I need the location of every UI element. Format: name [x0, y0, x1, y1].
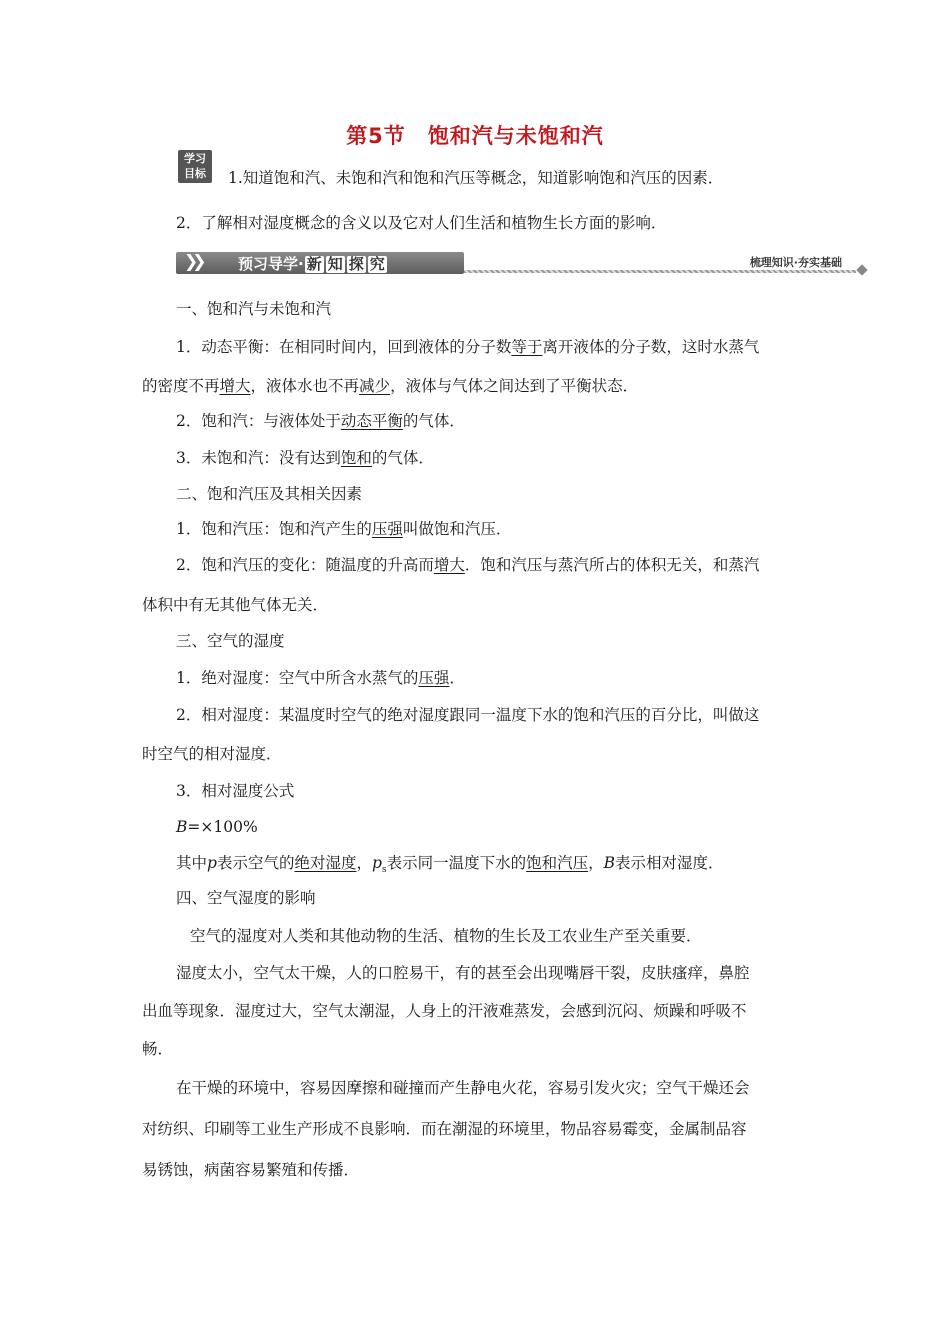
paragraph [176, 410, 846, 432]
double-chevron-icon: ❯❯ [184, 252, 201, 272]
banner-title [238, 253, 388, 274]
text: ，液体与气体之间达到了平衡状态． [390, 377, 639, 395]
text: 2．饱和汽压的变化：随温度的升高而 [176, 556, 434, 574]
paragraph: 出血等现象．湿度过大，空气太潮湿，人身上的汗液难蒸发，会感到沉闷、烦躁和呼吸不 [142, 1002, 747, 1020]
paragraph: 空气的湿度对人类和其他动物的生活、植物的生长及工农业生产至关重要． [190, 927, 702, 945]
heading-3: 三、空气的湿度 [176, 632, 285, 650]
variable: p [207, 854, 217, 872]
banner-title-main: 预习导学 [238, 255, 299, 273]
paragraph: 时空气的相对湿度． [142, 745, 282, 763]
paragraph [176, 447, 846, 469]
text: ，液体水也不再 [250, 377, 360, 395]
objective-2: 2．了解相对湿度概念的含义以及它对人们生活和植物生长方面的影响． [176, 214, 667, 232]
text: ． [449, 669, 465, 687]
paragraph: 湿度太小，空气太干燥，人的口腔易干，有的甚至会出现嘴唇干裂，皮肤瘙痒，鼻腔 [176, 964, 750, 982]
text: 离开液体的分子数，这时水蒸气 [542, 338, 760, 356]
answer-blank: 增大 [219, 377, 251, 395]
text: 的气体． [402, 412, 465, 430]
formula-text: =×100% [187, 818, 258, 836]
answer-blank: 等于 [511, 338, 543, 356]
paragraph: 在干燥的环境中，容易因摩擦和碰撞而产生静电火花，容易引发火灾；空气干燥还会 [176, 1079, 750, 1097]
text: 1．饱和汽压：饱和汽产生的 [176, 520, 372, 538]
text: 表示空气的 [216, 854, 295, 872]
paragraph [176, 554, 846, 576]
banner-box-char: 探 [348, 255, 364, 273]
formula-variable: B [176, 818, 188, 836]
paragraph [142, 375, 812, 397]
banner-box-char: 新 [306, 255, 322, 273]
answer-blank: 压强 [418, 669, 450, 687]
variable: B [603, 854, 615, 872]
page-title [0, 120, 950, 150]
paragraph: 对纺织、印刷等工业生产形成不良影响．而在潮湿的环境里，物品容易霉变，金属制品容 [142, 1120, 747, 1138]
text: 其中 [176, 854, 208, 872]
heading-2: 二、饱和汽压及其相关因素 [176, 485, 363, 503]
subscript: s [381, 865, 387, 876]
text: 叫做饱和汽压． [402, 520, 512, 538]
text: 1．动态平衡：在相同时间内，回到液体的分子数 [176, 338, 512, 356]
text: 的密度不再 [142, 377, 220, 395]
paragraph [176, 667, 846, 689]
answer-blank: 饱和 [340, 449, 372, 467]
banner-box-char: 知 [327, 255, 343, 273]
banner-box-char: 究 [369, 255, 385, 273]
paragraph [176, 336, 846, 358]
text: 1．绝对湿度：空气中所含水蒸气的 [176, 669, 419, 687]
answer-blank: 减少 [359, 377, 391, 395]
text: 2．饱和汽：与液体处于 [176, 412, 341, 430]
paragraph: 畅． [142, 1040, 174, 1058]
text: 的气体． [371, 449, 434, 467]
paragraph: 2．相对湿度：某温度时空气的绝对湿度跟同一温度下水的饱和汽压的百分比，叫做这 [176, 706, 760, 724]
paragraph [176, 852, 846, 881]
answer-blank: 绝对湿度 [294, 854, 357, 872]
text: 表示同一温度下水的 [386, 854, 527, 872]
paragraph: 体积中有无其他气体无关． [142, 596, 329, 614]
banner-dot-separator: · [298, 255, 304, 273]
badge-top-text: 学习 [184, 152, 206, 165]
objective-1: 1.知道饱和汽、未饱和汽和饱和汽压等概念，知道影响饱和汽压的因素． [228, 169, 724, 187]
banner-subtitle: 梳理知识·夯实基础 [749, 256, 842, 269]
text: ， [588, 854, 604, 872]
text: ．饱和汽压与蒸汽所占的体积无关，和蒸汽 [464, 556, 760, 574]
paragraph: 易锈蚀，病菌容易繁殖和传播． [142, 1161, 360, 1179]
variable: p [372, 854, 382, 872]
badge-bottom-text: 目标 [184, 167, 206, 180]
heading-1: 一、饱和汽与未饱和汽 [176, 300, 332, 318]
section-banner [176, 250, 866, 278]
text: 表示相对湿度． [615, 854, 724, 872]
banner-rule [464, 270, 856, 273]
text: ， [356, 854, 372, 872]
section-name: 饱和汽与未饱和汽 [427, 124, 604, 148]
text: 3．未饱和汽：没有达到 [176, 449, 341, 467]
answer-blank: 饱和汽压 [526, 854, 589, 872]
objectives-badge [178, 150, 212, 183]
paragraph: 3．相对湿度公式 [176, 782, 295, 800]
heading-4: 四、空气湿度的影响 [176, 889, 316, 907]
section-number: 第5节 [346, 124, 406, 148]
formula [176, 816, 846, 838]
answer-blank: 压强 [371, 520, 403, 538]
answer-blank: 增大 [433, 556, 465, 574]
paragraph [176, 518, 846, 540]
diamond-icon [856, 264, 867, 275]
answer-blank: 动态平衡 [340, 412, 403, 430]
